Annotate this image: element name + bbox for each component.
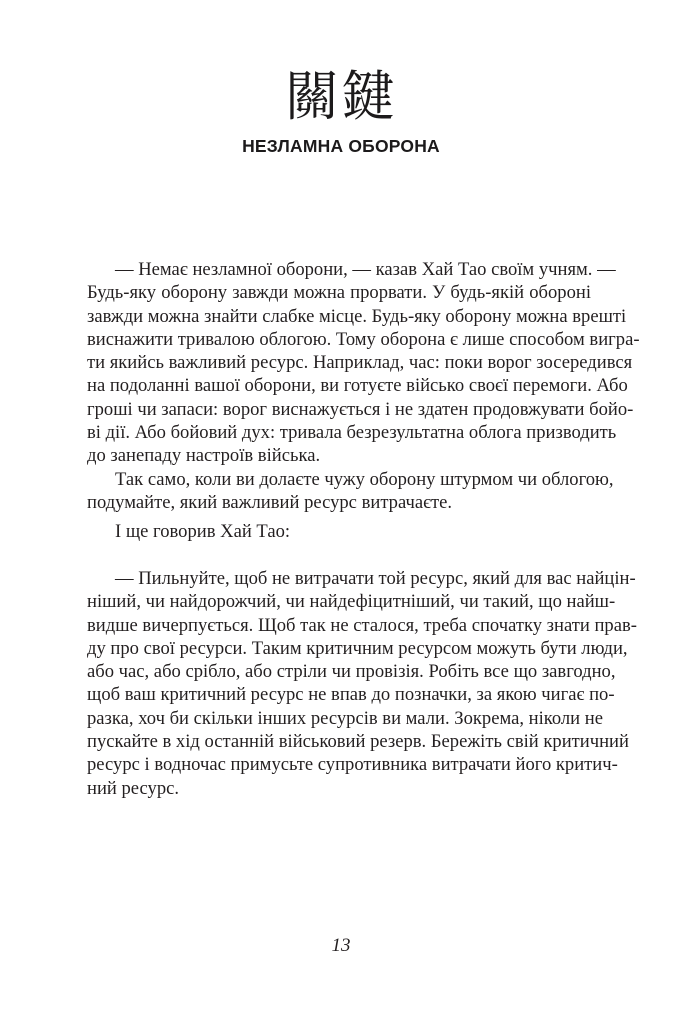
text-line: виснажити тривалою облогою. Тому оборона є лише способом вигра-	[87, 328, 640, 350]
text-line: подумайте, який важливий ресурс витрачаєте.	[87, 491, 453, 513]
text-line: ду про свої ресурси. Таким критичним ресурсом можуть бути люди,	[87, 637, 628, 659]
text-line: разка, хоч би скільки інших ресурсів ви мали. Зокрема, ніколи не	[87, 707, 603, 729]
text-line: ніший, чи найдорожчий, чи найдефіцитніший, чи такий, що найш-	[87, 591, 616, 613]
text-line: ресурс і водночас примусьте супротивника витрачати його критич-	[87, 754, 618, 776]
chapter-subtitle: НЕЗЛАМНА ОБОРОНА	[242, 136, 440, 156]
text-line: до занепаду настроїв війська.	[87, 445, 321, 467]
paragraph-block-3	[87, 567, 637, 800]
chapter-cjk-title: 關鍵	[285, 65, 397, 128]
text-line: ний ресурс.	[87, 777, 180, 799]
text-line: ти якийсь важливий ресурс. Наприклад, час: поки ворог зосередився	[87, 352, 633, 374]
text-line: щоб ваш критичний ресурс не впав до позначки, за якою чигає по-	[87, 684, 615, 706]
text-line: видше вичерпується. Щоб так не сталося, треба спочатку знати прав-	[87, 614, 637, 636]
text-line: або час, або срібло, або стріли чи провізія. Робіть все що завгодно,	[87, 661, 616, 683]
text-line: — Пильнуйте, щоб не витрачати той ресурс, який для вас найцін-	[115, 568, 636, 589]
text-line: Так само, коли ви долаєте чужу оборону штурмом чи облогою,	[115, 468, 614, 490]
text-line: пускайте в хід останній військовий резерв. Бережіть свій критичний	[87, 731, 629, 753]
paragraph-block-2	[87, 520, 591, 543]
text-line: І ще говорив Хай Тао:	[115, 521, 291, 542]
page-number: 13	[331, 935, 351, 956]
text-line: на подоланні вашої оборони, ви готуєте військо своєї перемоги. Або	[87, 375, 628, 397]
text-line: завжди можна знайти слабке місце. Будь-яку оборону можна врешті	[87, 305, 627, 327]
text-line: — Немає незламної оборони, — казав Хай Тао своїм учням. —	[115, 259, 616, 280]
text-line: гроші чи запаси: ворог виснажується і не здатен продовжувати бойо-	[87, 398, 634, 420]
text-line: Будь-яку оборону завжди можна прорвати. У будь-якій обороні	[87, 282, 591, 304]
text-line: ві дії. Або бойовий дух: тривала безрезультатна облога призводить	[87, 422, 617, 444]
paragraph-block-1	[87, 258, 640, 514]
